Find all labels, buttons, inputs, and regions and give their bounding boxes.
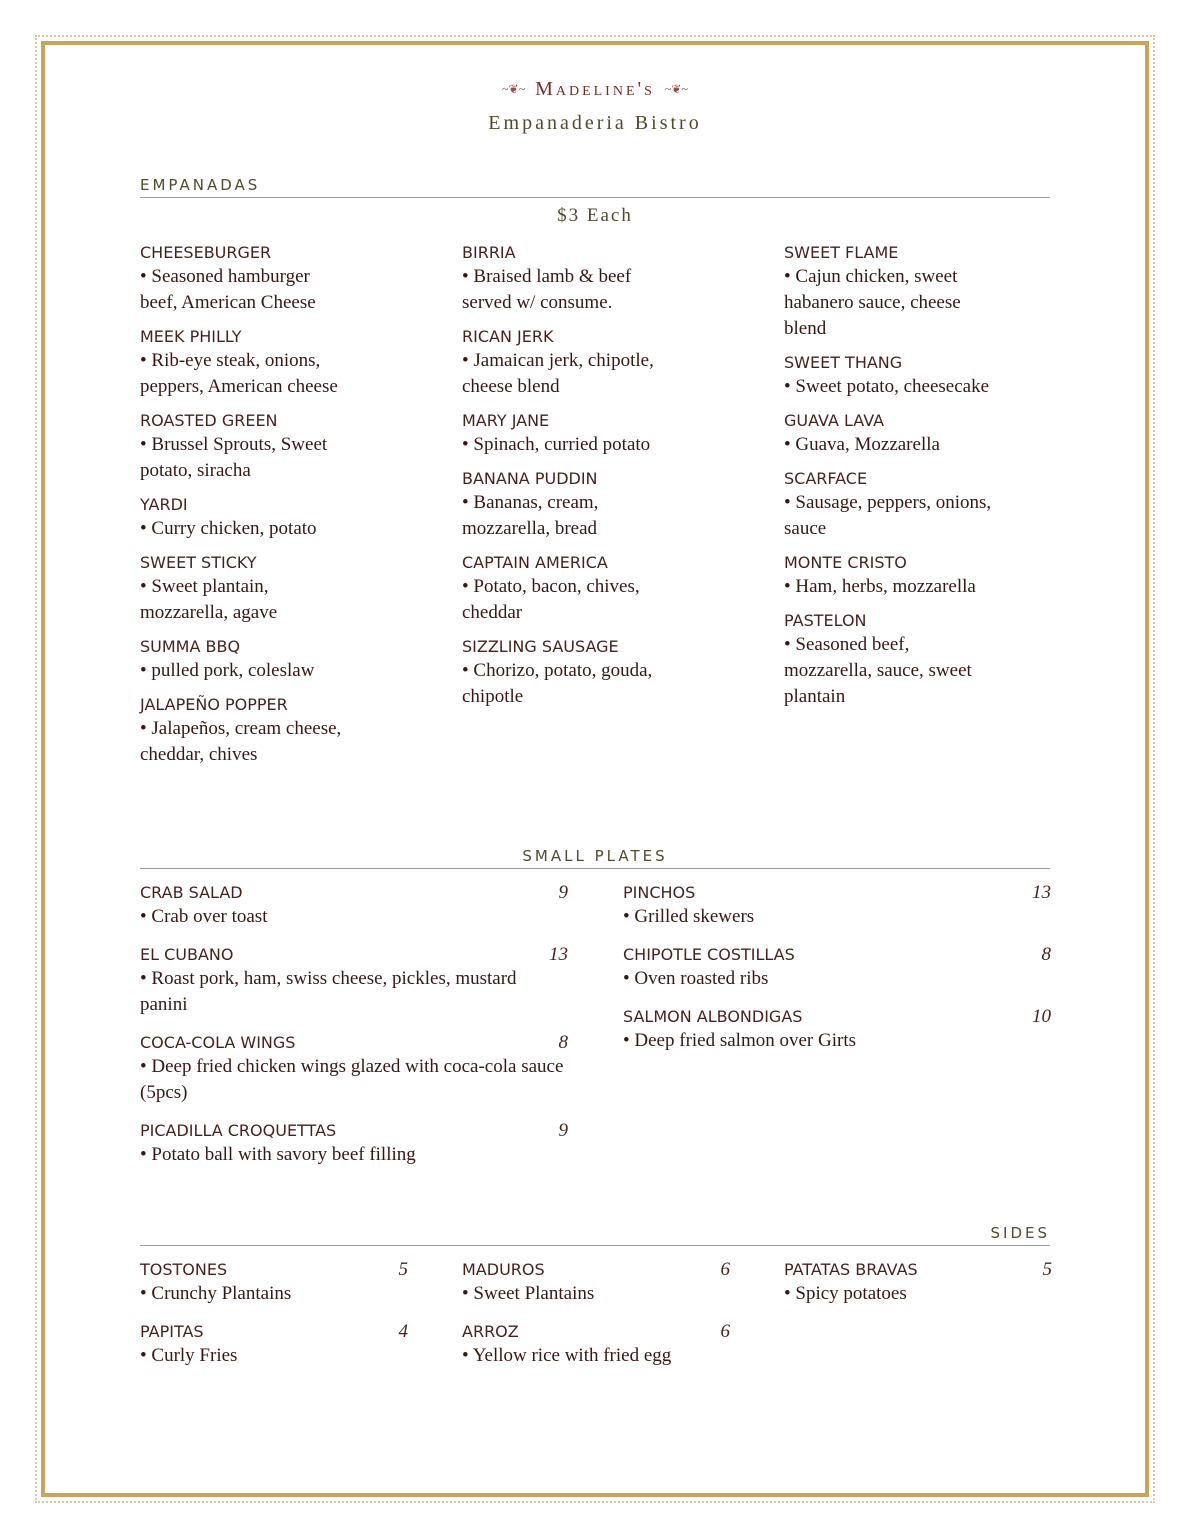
item-description: • Jamaican jerk, chipotle, cheese blend bbox=[462, 350, 654, 397]
menu-item bbox=[462, 1321, 730, 1369]
item-name: PAPITAS bbox=[140, 1322, 204, 1341]
item-name: MARY JANE bbox=[462, 411, 550, 430]
menu-item bbox=[784, 352, 994, 400]
item-name: MADUROS bbox=[462, 1260, 545, 1279]
item-description: • Rib-eye steak, onions, peppers, American cheese bbox=[140, 350, 338, 397]
menu-item bbox=[140, 1120, 568, 1168]
item-name: SALMON ALBONDIGAS bbox=[623, 1007, 803, 1026]
item-name-row bbox=[462, 1259, 730, 1281]
item-description: • Bananas, cream, mozzarella, bread bbox=[462, 492, 599, 539]
item-description: • Ham, herbs, mozzarella bbox=[784, 576, 976, 597]
item-name: CRAB SALAD bbox=[140, 883, 243, 902]
menu-item bbox=[462, 468, 672, 542]
menu-item bbox=[462, 326, 672, 400]
brand-title bbox=[0, 78, 1190, 101]
ornament-right-icon: ~❦~ bbox=[664, 82, 688, 96]
menu-item bbox=[623, 882, 1051, 930]
item-name-row bbox=[140, 1032, 568, 1054]
sides-column-2 bbox=[462, 1259, 730, 1383]
item-name: ROASTED GREEN bbox=[140, 411, 278, 430]
item-name: SCARFACE bbox=[784, 469, 868, 488]
menu-item bbox=[140, 882, 568, 930]
item-description: • Sweet potato, cheesecake bbox=[784, 376, 990, 397]
item-name-row bbox=[140, 882, 568, 904]
section-title-sides: SIDES bbox=[140, 1224, 1050, 1246]
item-price: 8 bbox=[1041, 944, 1051, 965]
item-name-row bbox=[623, 882, 1051, 904]
brand-subtitle: Empanaderia Bistro bbox=[488, 112, 702, 134]
item-name-row bbox=[462, 1321, 730, 1343]
empanadas-price-note: $3 Each bbox=[557, 205, 633, 226]
item-name: BANANA PUDDIN bbox=[462, 469, 598, 488]
item-name: COCA-COLA WINGS bbox=[140, 1033, 296, 1052]
item-description: • Crab over toast bbox=[140, 906, 268, 927]
item-name: JALAPEÑO POPPER bbox=[140, 695, 288, 714]
item-description: • Sausage, peppers, onions, sauce bbox=[784, 492, 992, 539]
item-name: SWEET FLAME bbox=[784, 243, 899, 262]
item-description: • Potato ball with savory beef filling bbox=[140, 1144, 416, 1165]
item-name: BIRRIA bbox=[462, 243, 516, 262]
item-description: • Sweet Plantains bbox=[462, 1283, 595, 1304]
item-name: ARROZ bbox=[462, 1322, 519, 1341]
menu-item bbox=[462, 242, 672, 316]
menu-item bbox=[140, 494, 350, 542]
item-description: • Grilled skewers bbox=[623, 906, 755, 927]
item-description: • Potato, bacon, chives, cheddar bbox=[462, 576, 640, 623]
item-description: • Seasoned hamburger beef, American Cheese bbox=[140, 266, 316, 313]
menu-item bbox=[140, 694, 350, 768]
menu-item bbox=[140, 552, 350, 626]
empanadas-column-1 bbox=[140, 242, 350, 778]
item-description: • Yellow rice with fried egg bbox=[462, 1345, 672, 1366]
item-price: 4 bbox=[398, 1321, 408, 1342]
item-description: • Spinach, curried potato bbox=[462, 434, 651, 455]
menu-item bbox=[462, 636, 672, 710]
menu-item bbox=[140, 636, 350, 684]
menu-item bbox=[140, 944, 568, 1018]
item-name-row bbox=[623, 1006, 1051, 1028]
empanadas-column-3 bbox=[784, 242, 994, 720]
item-name-row bbox=[140, 944, 568, 966]
small-plates-column-2 bbox=[623, 882, 1051, 1068]
item-price: 13 bbox=[549, 944, 568, 965]
item-name: PICADILLA CROQUETTAS bbox=[140, 1121, 337, 1140]
item-name: GUAVA LAVA bbox=[784, 411, 885, 430]
sides-column-3 bbox=[784, 1259, 1052, 1321]
menu-item bbox=[140, 242, 350, 316]
item-description: • Deep fried salmon over Girts bbox=[623, 1030, 857, 1051]
menu-item bbox=[784, 468, 994, 542]
menu-item bbox=[784, 410, 994, 458]
item-description: • Guava, Mozzarella bbox=[784, 434, 940, 455]
item-price: 9 bbox=[558, 1120, 568, 1141]
menu-item bbox=[140, 1321, 408, 1369]
item-name: SIZZLING SAUSAGE bbox=[462, 637, 619, 656]
item-price: 5 bbox=[398, 1259, 408, 1280]
section-title-empanadas: EMPANADAS bbox=[140, 176, 1050, 198]
section-title-small-plates: SMALL PLATES bbox=[140, 847, 1050, 869]
item-description: • Sweet plantain, mozzarella, agave bbox=[140, 576, 278, 623]
item-description: • pulled pork, coleslaw bbox=[140, 660, 315, 681]
item-name: MONTE CRISTO bbox=[784, 553, 907, 572]
item-description: • Curly Fries bbox=[140, 1345, 238, 1366]
item-name-row bbox=[140, 1259, 408, 1281]
item-description: • Roast pork, ham, swiss cheese, pickles, mustard panini bbox=[140, 968, 517, 1015]
menu-item bbox=[140, 1032, 568, 1106]
item-price: 6 bbox=[720, 1321, 730, 1342]
item-name: CHIPOTLE COSTILLAS bbox=[623, 945, 795, 964]
item-description: • Chorizo, potato, gouda, chipotle bbox=[462, 660, 653, 707]
item-name: SWEET THANG bbox=[784, 353, 903, 372]
menu-item bbox=[462, 410, 672, 458]
item-name: MEEK PHILLY bbox=[140, 327, 242, 346]
item-description: • Crunchy Plantains bbox=[140, 1283, 292, 1304]
empanadas-column-2 bbox=[462, 242, 672, 720]
item-description: • Spicy potatoes bbox=[784, 1283, 907, 1304]
menu-item bbox=[140, 410, 350, 484]
item-description: • Seasoned beef, mozzarella, sauce, sweet plantain bbox=[784, 634, 972, 707]
item-price: 5 bbox=[1042, 1259, 1052, 1280]
item-price: 9 bbox=[558, 882, 568, 903]
item-description: • Jalapeños, cream cheese, cheddar, chives bbox=[140, 718, 342, 765]
small-plates-column-1 bbox=[140, 882, 568, 1182]
menu-item bbox=[462, 552, 672, 626]
item-name: EL CUBANO bbox=[140, 945, 234, 964]
item-name: TOSTONES bbox=[140, 1260, 228, 1279]
item-name: RICAN JERK bbox=[462, 327, 554, 346]
menu-item bbox=[140, 1259, 408, 1307]
menu-item bbox=[784, 552, 994, 600]
menu-item bbox=[140, 326, 350, 400]
brand-name: Madeline's bbox=[535, 78, 655, 100]
menu-item bbox=[784, 610, 994, 710]
menu-item bbox=[623, 1006, 1051, 1054]
item-description: • Brussel Sprouts, Sweet potato, siracha bbox=[140, 434, 328, 481]
item-name-row bbox=[784, 1259, 1052, 1281]
menu-item bbox=[462, 1259, 730, 1307]
item-description: • Deep fried chicken wings glazed with coca-cola sauce (5pcs) bbox=[140, 1056, 564, 1103]
item-name-row bbox=[140, 1321, 408, 1343]
item-name: SUMMA BBQ bbox=[140, 637, 241, 656]
item-name: CHEESEBURGER bbox=[140, 243, 272, 262]
item-name: SWEET STICKY bbox=[140, 553, 257, 572]
menu-item bbox=[784, 1259, 1052, 1307]
ornament-left-icon: ~❦~ bbox=[502, 82, 526, 96]
item-description: • Cajun chicken, sweet habanero sauce, cheese blend bbox=[784, 266, 961, 339]
item-name: PATATAS BRAVAS bbox=[784, 1260, 918, 1279]
item-price: 6 bbox=[720, 1259, 730, 1280]
item-name-row bbox=[623, 944, 1051, 966]
menu-item bbox=[623, 944, 1051, 992]
item-price: 10 bbox=[1032, 1006, 1051, 1027]
item-name: PINCHOS bbox=[623, 883, 696, 902]
sides-column-1 bbox=[140, 1259, 408, 1383]
item-description: • Curry chicken, potato bbox=[140, 518, 317, 539]
item-name-row bbox=[140, 1120, 568, 1142]
item-description: • Braised lamb & beef served w/ consume. bbox=[462, 266, 632, 313]
item-name: PASTELON bbox=[784, 611, 867, 630]
item-name: CAPTAIN AMERICA bbox=[462, 553, 608, 572]
menu-item bbox=[784, 242, 994, 342]
item-price: 13 bbox=[1032, 882, 1051, 903]
item-price: 8 bbox=[558, 1032, 568, 1053]
item-description: • Oven roasted ribs bbox=[623, 968, 769, 989]
item-name: YARDI bbox=[140, 495, 188, 514]
